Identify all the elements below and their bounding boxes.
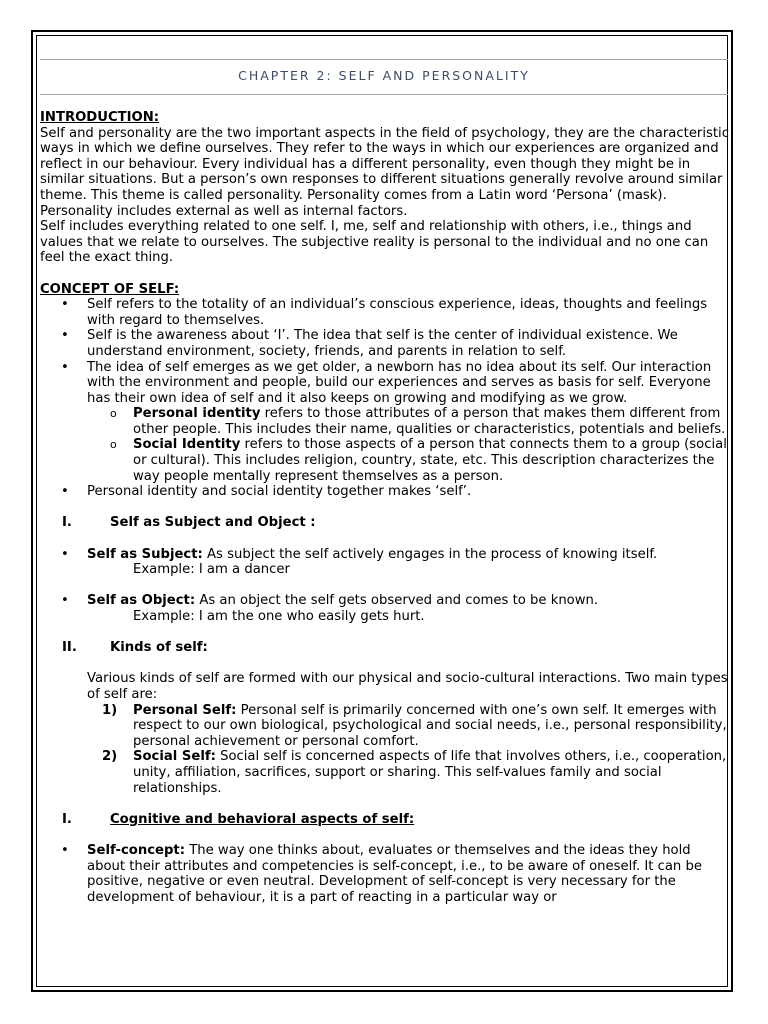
introduction-paragraph-1: Self and personality are the two important aspects in the field of psychology, they are the characteristic ways in which we define ourselves. They refer to the ways in which our experiences are organized and reflect in our behaviour. Every individual has a different personality, even though they might be in similar situations. But a person’s own responses to different situations generally revolve around similar theme. This theme is called personality. Personality comes from a Latin word ‘Persona’ (mask). Personality includes external as well as internal factors. [40,125,729,219]
definition: Personal self is primarily concerned with one’s own self. It emerges with respect to our own biological, psychological and social needs, i.e., personal responsibility, personal achievement or personal comfort. [133,702,727,749]
definition: refers to those aspects of a person that connects them to a group (social or cultural). This includes religion, country, state, etc. This description characterizes the way people mentally represent themselves as a person. [133,437,727,484]
definition: The way one thinks about, evaluates or themselves and the ideas they hold about their attributes and competencies is self-concept, i.e., to be aware of oneself. It can be positive, negative or even neutral. Development of self-concept is very necessary for the development of behaviour, it is a part of reacting in a particular way or [87,842,702,905]
introduction-paragraph-2: Self includes everything related to one self. I, me, self and relationship with others, i.e., things and values that we relate to ourselves. The subjective reality is personal to the individual and no one can feel the exact thing. [40,219,709,266]
list-item [40,843,730,905]
definition: refers to those attributes of a person that makes them different from other people. This includes their name, qualities or characteristics, potentials and beliefs. [133,406,726,437]
chapter-title: CHAPTER 2: SELF AND PERSONALITY [238,68,530,83]
section-title: Self as Subject and Object : [110,515,316,531]
example-text: Example: I am the one who easily gets hurt. [133,609,425,624]
term: Self as Subject: [87,546,203,562]
term: Social Self: [133,749,216,765]
list-item: • Self refers to the totality of an individual’s conscious experience, ideas, thoughts and feelings with regard to themselves. [40,297,730,328]
self-types-list [40,703,730,797]
section-number: I. [62,811,72,827]
section-heading [40,640,730,656]
list-item [40,406,730,437]
item-number: 1) [102,702,118,718]
list-item [40,437,730,484]
definition: As subject the self actively engages in the process of knowing itself. [202,546,658,562]
term: Self-concept: [87,842,185,858]
concept-list [40,297,730,406]
list-item: • Self is the awareness about ‘I’. The idea that self is the center of individual existence. We understand environment, society, friends, and parents in relation to self. [40,328,730,359]
list-item [40,593,730,609]
list-item [40,749,730,796]
section-title: Kinds of self: [110,640,208,656]
document-body [40,110,730,905]
item-number: 2) [102,749,118,765]
definition: As an object the self gets observed and comes to be known. [195,593,599,609]
list-item: • Personal identity and social identity together makes ‘self’. [40,484,730,500]
header-rule-top [40,59,728,60]
example-text: Example: I am a dancer [133,562,290,578]
term: Personal identity [133,406,261,422]
list-item: • The idea of self emerges as we get older, a newborn has no idea about its self. Our interaction with the environment and people, build our experiences and serves as basis for self. Everyone has their own idea of self and it also keeps on growing and modifying as we grow. [40,360,730,407]
section-number: II. [62,640,77,656]
section-heading [40,812,730,828]
list-item [40,547,730,563]
section-intro: Various kinds of self are formed with our physical and socio-cultural interactions. Two main types of self are: [87,671,728,702]
definition: Social self is concerned aspects of life that involves others, i.e., cooperation, unity, affiliation, sacrifices, support or sharing. This self-values family and social relationships. [133,749,727,796]
section-heading [40,515,730,531]
header-rule-bottom [40,94,728,95]
term: Personal Self: [133,702,237,718]
concept-heading: CONCEPT OF SELF: [40,281,180,297]
term: Self as Object: [87,593,196,609]
section-number: I. [62,515,72,531]
introduction-heading: INTRODUCTION: [40,110,160,125]
term: Social Identity [133,437,241,453]
identity-sublist [40,406,730,484]
list-item [40,703,730,750]
section-title: Cognitive and behavioral aspects of self: [110,811,415,827]
